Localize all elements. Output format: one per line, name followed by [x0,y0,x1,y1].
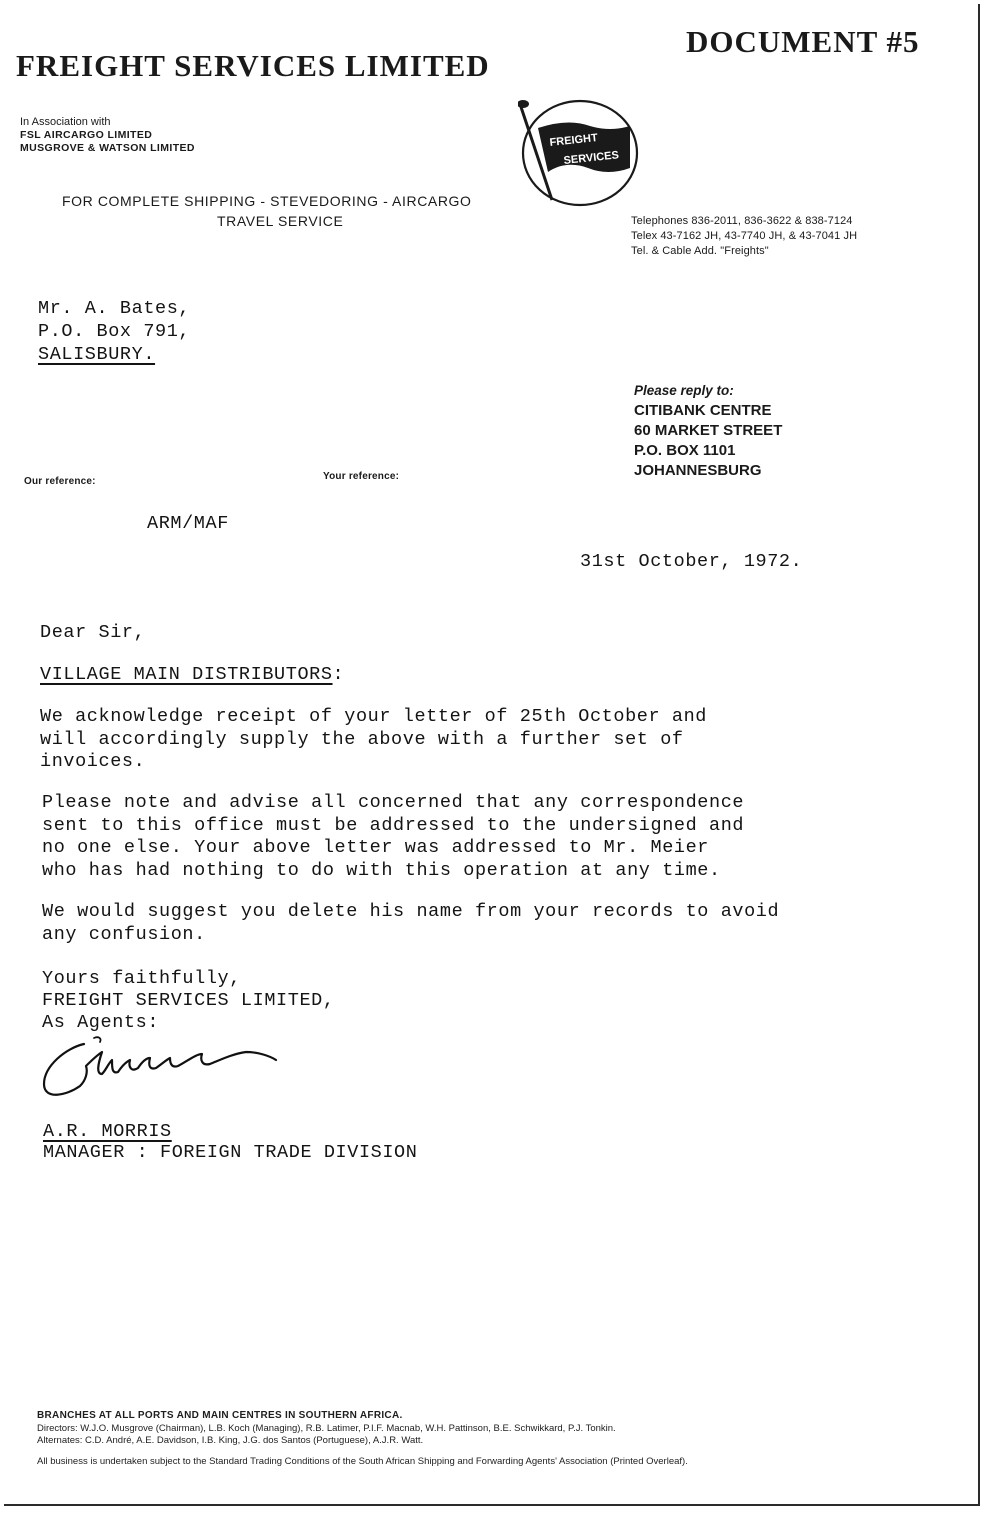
closing-block [42,968,335,1034]
letter-date: 31st October, 1972. [580,551,803,572]
paragraph-line: sent to this office must be addressed to the undersigned and [42,814,745,836]
paragraph-line: invoices. [40,751,146,772]
closing-capacity: As Agents: [42,1012,160,1033]
company-name: FREIGHT SERVICES LIMITED [16,48,490,83]
reply-to-block [634,381,782,481]
salutation: Dear Sir, [40,622,146,643]
footer-alternates: Alternates: C.D. André, A.E. Davidson, I.B. King, J.G. dos Santos (Portuguese), A.J.R. Watt. [37,1435,424,1446]
signatory-title: MANAGER : FOREIGN TRADE DIVISION [43,1142,418,1163]
paragraph-1 [40,706,707,774]
signatory-name: A.R. MORRIS [43,1121,172,1142]
paragraph-3 [42,901,779,946]
our-reference-label: Our reference: [24,476,96,487]
footer-directors: Directors: W.J.O. Musgrove (Chairman), L.B. Koch (Managing), R.B. Latimer, P.I.F. Macnab, W.H. Pattinson, B.E. Schwikkard, P.J. Tonkin. [37,1422,616,1434]
paragraph-line: Please note and advise all concerned that any correspondence [42,792,745,813]
telephones: Telephones 836-2011, 836-3622 & 838-7124 [631,215,853,227]
logo-text-bottom: SERVICES [563,149,620,167]
reply-to-label: Please reply to: [634,383,734,398]
reply-to-line: JOHANNESBURG [634,462,762,479]
association-block [20,116,195,155]
reply-to-line: CITIBANK CENTRE [634,402,772,419]
paragraph-line: We acknowledge receipt of your letter of 25th October and [40,706,708,727]
cable-address: Tel. & Cable Add. "Freights" [631,245,769,257]
your-reference-label: Your reference: [323,471,400,482]
footer-terms: All business is undertaken subject to the Standard Trading Conditions of the South African Shipping and Forwarding Agents' Association (Printed Overleaf). [37,1455,688,1467]
signature-stroke [44,1044,276,1095]
footer-branches: BRANCHES AT ALL PORTS AND MAIN CENTRES IN SOUTHERN AFRICA. [37,1410,403,1421]
addressee-block [38,297,190,366]
services-line-1: FOR COMPLETE SHIPPING - STEVEDORING - AIRCARGO [62,193,472,209]
paragraph-line: no one else. Your above letter was addressed to Mr. Meier [42,837,710,858]
telex: Telex 43-7162 JH, 43-7740 JH, & 43-7041 JH [631,230,858,242]
addressee-box: P.O. Box 791, [38,321,191,342]
associated-company: MUSGROVE & WATSON LIMITED [20,142,195,154]
logo-text-top: FREIGHT [549,132,599,149]
closing-company: FREIGHT SERVICES LIMITED, [42,990,335,1011]
valediction: Yours faithfully, [42,968,241,989]
document-number: DOCUMENT #5 [686,24,920,59]
addressee-city: SALISBURY. [38,344,156,365]
paragraph-2 [42,792,744,882]
signature-flourish [94,1037,101,1042]
addressee-name: Mr. A. Bates, [38,298,191,319]
services-line [62,191,472,231]
associated-company: FSL AIRCARGO LIMITED [20,129,153,141]
subject-suffix: : [332,664,345,685]
subject-line [40,664,344,685]
paragraph-line: who has had nothing to do with this operation at any time. [42,859,721,881]
signatory-block [43,1121,417,1163]
contact-block [631,214,857,259]
association-intro: In Association with [20,116,111,128]
reply-to-line: P.O. BOX 1101 [634,442,736,459]
paragraph-line: We would suggest you delete his name from your records to avoid [42,901,780,922]
reply-to-line: 60 MARKET STREET [634,422,783,439]
our-reference-value: ARM/MAF [147,513,229,534]
freight-services-logo [518,96,642,208]
paragraph-line: any confusion. [42,923,206,945]
subject: VILLAGE MAIN DISTRIBUTORS [40,664,333,685]
logo-pole-top [518,100,529,108]
footer [37,1410,688,1468]
handwritten-signature [36,1030,286,1106]
services-line-2: TRAVEL SERVICE [217,213,344,229]
paragraph-line: will accordingly supply the above with a further set of [40,728,684,750]
